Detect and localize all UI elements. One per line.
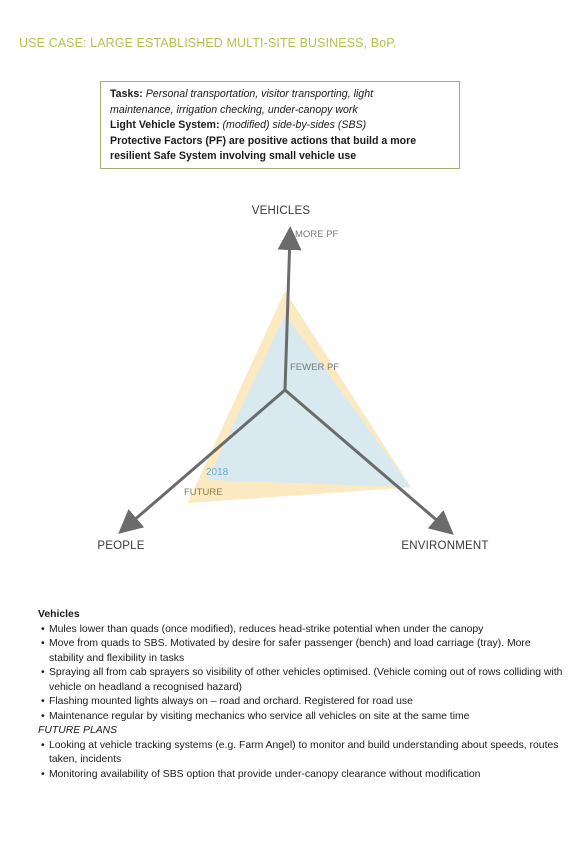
list-item: • Move from quads to SBS. Motivated by desire for safer passenger (bench) and load carriage (tray). More stability and flexibility in tasks bbox=[38, 637, 568, 666]
lvs-line bbox=[110, 118, 451, 134]
protective-factors-radar-diagram bbox=[0, 190, 588, 570]
people-axis-label: PEOPLE bbox=[97, 540, 145, 552]
more-pf-label: MORE PF bbox=[295, 229, 339, 240]
lvs-text: (modified) side-by-sides (SBS) bbox=[222, 119, 367, 131]
notes-section bbox=[38, 608, 568, 782]
pf-text-2: resilient Safe System involving small vehicle use bbox=[110, 150, 357, 162]
series-2018-label: 2018 bbox=[206, 467, 229, 478]
list-item: • Spraying all from cab sprayers so visibility of other vehicles optimised. (Vehicle coming out of rows colliding with vehicle on headland a recognised hazard) bbox=[38, 666, 568, 695]
pf-line-2 bbox=[110, 149, 451, 165]
lvs-label: Light Vehicle System: bbox=[110, 119, 220, 131]
page-heading: USE CASE: LARGE ESTABLISHED MULTI-SITE BUSINESS, BoP. bbox=[19, 36, 397, 50]
list-item: • Looking at vehicle tracking systems (e.g. Farm Angel) to monitor and build understanding about speeds, routes taken, incidents bbox=[38, 739, 568, 768]
vehicles-axis-label: VEHICLES bbox=[251, 205, 311, 217]
tasks-text-1: Personal transportation, visitor transporting, light bbox=[145, 88, 374, 100]
pf-text-1: Protective Factors (PF) are positive actions that build a more bbox=[110, 134, 417, 147]
tasks-text-2: maintenance, irrigation checking, under-canopy work bbox=[110, 103, 358, 116]
list-item: • Maintenance regular by visiting mechanics who service all vehicles on site at the same time bbox=[38, 710, 568, 725]
list-item: • Monitoring availability of SBS option that provide under-canopy clearance without modification bbox=[38, 768, 568, 783]
pf-line-1 bbox=[110, 134, 451, 150]
environment-axis-label: ENVIRONMENT bbox=[401, 540, 489, 552]
future-plans-title: FUTURE PLANS bbox=[38, 725, 118, 736]
list-item: • Mules lower than quads (once modified), reduces head-strike potential when under the canopy bbox=[38, 623, 568, 638]
series-future-label: FUTURE bbox=[184, 487, 223, 498]
tasks-line-1 bbox=[110, 87, 451, 103]
list-item: • Flashing mounted lights always on – road and orchard. Registered for road use bbox=[38, 695, 568, 710]
vehicles-section-title: Vehicles bbox=[38, 609, 80, 620]
future-plans-list bbox=[38, 739, 568, 783]
tasks-label: Tasks: bbox=[110, 88, 143, 100]
vehicles-list bbox=[38, 623, 568, 725]
tasks-box bbox=[100, 81, 460, 169]
tasks-line-2 bbox=[110, 103, 451, 119]
fewer-pf-label: FEWER PF bbox=[290, 362, 340, 373]
